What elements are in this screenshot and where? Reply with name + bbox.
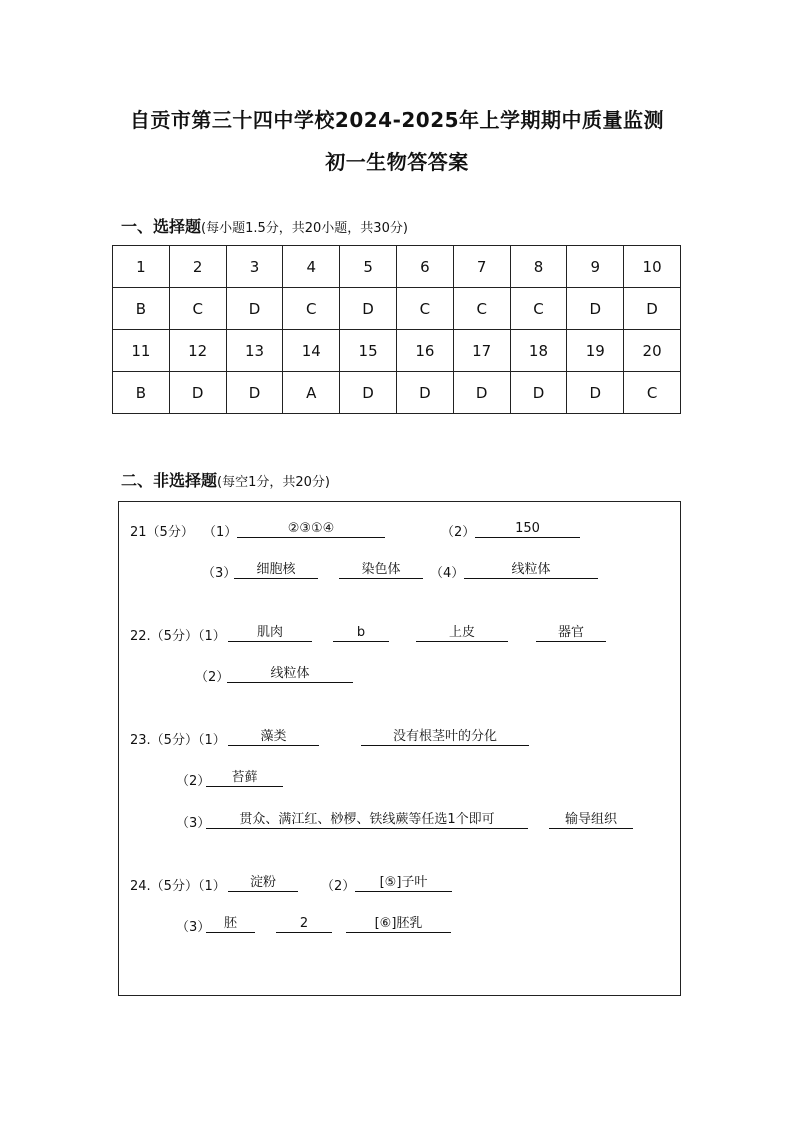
- section-1-title: 一、选择题: [121, 217, 202, 236]
- answer-cell: C: [510, 288, 567, 330]
- q21-answer-2: 150: [475, 520, 580, 538]
- question-number-cell: 15: [340, 330, 397, 372]
- answer-cell: A: [283, 372, 340, 414]
- q21-label: 21（5分）: [130, 525, 194, 540]
- answer-cell: D: [340, 288, 397, 330]
- question-number-cell: 6: [396, 246, 453, 288]
- q23-answer-3b: 输导组织: [549, 811, 633, 829]
- question-number-cell: 8: [510, 246, 567, 288]
- answer-cell: C: [453, 288, 510, 330]
- question-number-cell: 12: [169, 330, 226, 372]
- question-number-cell: 18: [510, 330, 567, 372]
- q23-answer-2: 苔藓: [206, 769, 283, 787]
- q21-part2-label: （2）: [441, 525, 476, 540]
- question-number-cell: 13: [226, 330, 283, 372]
- answer-cell: D: [567, 288, 624, 330]
- q22-answer-1b: b: [333, 624, 389, 642]
- question-number-row: [113, 246, 681, 288]
- answer-cell: D: [453, 372, 510, 414]
- q22-answer-2: 线粒体: [227, 665, 353, 683]
- q21-answer-3b: 染色体: [339, 561, 423, 579]
- section-1-note: (每小题1.5分，共20小题，共30分): [201, 221, 408, 236]
- q21-part1-label: （1）: [203, 525, 238, 540]
- answer-cell: D: [624, 288, 681, 330]
- q22-answer-1d: 器官: [536, 624, 606, 642]
- section-2-note: (每空1分，共20分): [217, 475, 330, 490]
- q21-answer-4: 线粒体: [464, 561, 598, 579]
- answer-cell: C: [396, 288, 453, 330]
- q21-answer-3a: 细胞核: [234, 561, 318, 579]
- question-number-cell: 7: [453, 246, 510, 288]
- q24-answer-3c: [⑥]胚乳: [346, 915, 451, 933]
- q24-answer-3b: 2: [276, 915, 332, 933]
- section-1-heading: [121, 214, 408, 237]
- q24-label: 24.（5分）（1）: [130, 879, 226, 894]
- question-number-cell: 5: [340, 246, 397, 288]
- page-subtitle: 初一生物答答案: [325, 150, 469, 174]
- question-number-cell: 2: [169, 246, 226, 288]
- q24-part2-label: （2）: [321, 879, 356, 894]
- answer-cell: D: [567, 372, 624, 414]
- answer-cell: C: [169, 288, 226, 330]
- q21-part3-label: （3）: [202, 566, 237, 581]
- answer-cell: D: [226, 372, 283, 414]
- q23-part3-label: （3）: [176, 816, 211, 831]
- q21-part4-label: （4）: [430, 566, 465, 581]
- q22-part2-label: （2）: [195, 670, 230, 685]
- non-choice-answer-box: [118, 501, 681, 996]
- answer-row: [113, 372, 681, 414]
- answer-row: [113, 288, 681, 330]
- q24-part3-label: （3）: [176, 920, 211, 935]
- question-number-cell: 19: [567, 330, 624, 372]
- answer-cell: D: [396, 372, 453, 414]
- answer-cell: D: [169, 372, 226, 414]
- q23-part2-label: （2）: [176, 774, 211, 789]
- answer-cell: D: [510, 372, 567, 414]
- question-number-cell: 20: [624, 330, 681, 372]
- q23-answer-1a: 藻类: [228, 728, 319, 746]
- q22-answer-1c: 上皮: [416, 624, 508, 642]
- question-number-cell: 9: [567, 246, 624, 288]
- question-number-row: [113, 330, 681, 372]
- answer-cell: B: [113, 288, 170, 330]
- page-title: 自贡市第三十四中学校2024-2025年上学期期中质量监测: [129, 108, 665, 132]
- q23-answer-1b: 没有根茎叶的分化: [361, 728, 529, 746]
- q24-answer-1: 淀粉: [228, 874, 298, 892]
- section-2-heading: [121, 468, 330, 491]
- answer-cell: D: [340, 372, 397, 414]
- choice-answer-table: [112, 245, 681, 414]
- q23-answer-3a: 贯众、满江红、桫椤、铁线蕨等任选1个即可: [206, 811, 528, 829]
- answer-cell: C: [283, 288, 340, 330]
- question-number-cell: 1: [113, 246, 170, 288]
- question-number-cell: 11: [113, 330, 170, 372]
- question-number-cell: 3: [226, 246, 283, 288]
- question-number-cell: 10: [624, 246, 681, 288]
- answer-cell: C: [624, 372, 681, 414]
- q24-answer-3a: 胚: [206, 915, 255, 933]
- q22-label: 22.（5分）（1）: [130, 629, 226, 644]
- q23-label: 23.（5分）（1）: [130, 733, 226, 748]
- question-number-cell: 4: [283, 246, 340, 288]
- q22-answer-1a: 肌肉: [228, 624, 312, 642]
- question-number-cell: 17: [453, 330, 510, 372]
- answer-cell: D: [226, 288, 283, 330]
- question-number-cell: 16: [396, 330, 453, 372]
- q24-answer-2: [⑤]子叶: [355, 874, 452, 892]
- q21-answer-1: ②③①④: [237, 520, 385, 538]
- section-2-title: 二、非选择题: [121, 471, 218, 490]
- question-number-cell: 14: [283, 330, 340, 372]
- answer-cell: B: [113, 372, 170, 414]
